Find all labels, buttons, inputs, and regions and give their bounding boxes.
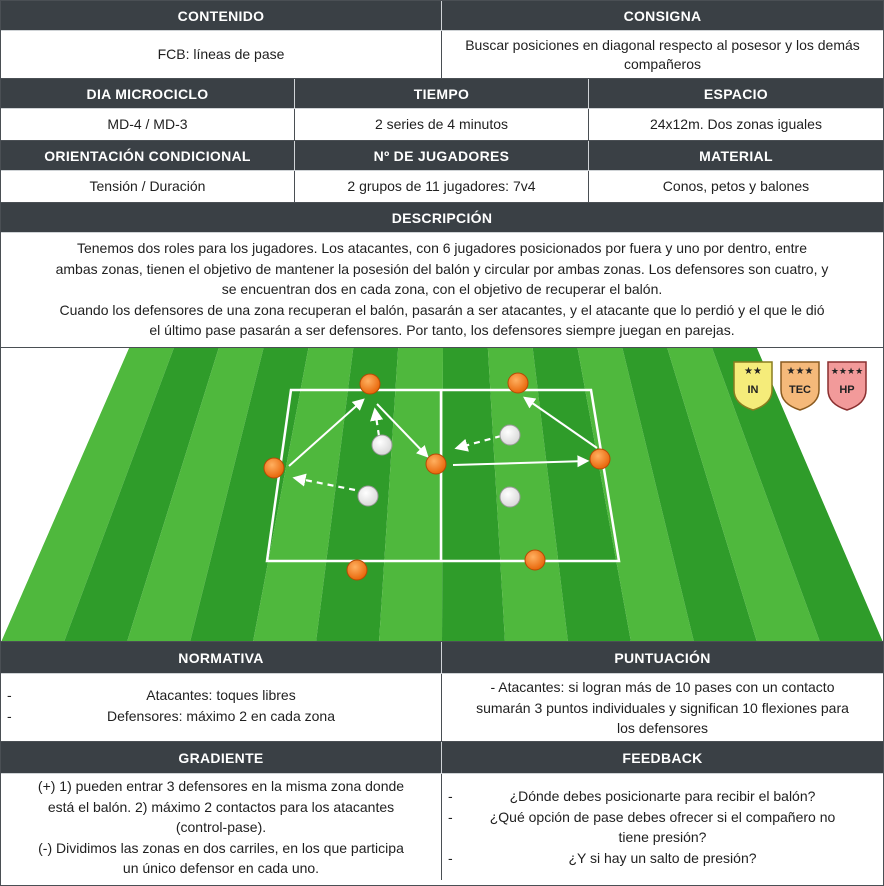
header-material: MATERIAL [589,141,883,171]
normativa-line: Defensores: máximo 2 en cada zona [106,707,335,724]
header-tiempo: TIEMPO [295,79,589,109]
intensity-badges [734,362,866,410]
gradiente-line: (+) 1) pueden entrar 3 defensores en la misma zona donde [37,778,405,794]
badge-label: HP [839,384,855,396]
normativa-item [1,707,441,726]
attacker-player [264,458,284,478]
description-line: Tenemos dos roles para los jugadores. Los atacantes, con 6 jugadores posicionados por fuera y uno por dentro, entre [76,240,807,256]
gradiente-line: (-) Dividimos las zonas en dos carriles, en los que participa [38,839,404,856]
attacker-player [347,560,367,580]
badge-label: IN [747,384,759,396]
badge-stars: ★★ [744,366,762,377]
value-jugadores: 2 grupos de 11 jugadores: 7v4 [295,171,589,203]
feedback-line: ¿Dónde debes posicionarte para recibir el balón? [509,788,816,804]
badge-in [734,362,772,410]
pitch-diagram [1,348,883,642]
header-consigna: CONSIGNA [442,1,883,31]
list-dash: - [448,849,453,866]
badge-label: TEC [789,384,811,396]
attacker-player [426,454,446,474]
header-descripcion: DESCRIPCIÓN [1,203,883,233]
list-dash: - [448,808,453,825]
description-line: el último pase pasarán a ser defensores. Por tanto, los defensores siempre juegan en parejas. [149,322,735,338]
badge-tec [781,362,819,410]
value-contenido: FCB: líneas de pase [1,31,442,79]
puntuacion-text [442,674,883,742]
normativa-line: Atacantes: toques libres [146,687,296,703]
header-espacio: ESPACIO [589,79,883,109]
header-dia-microciclo: DIA MICROCICLO [1,79,295,109]
header-orientacion: ORIENTACIÓN CONDICIONAL [1,141,295,171]
gradiente-text [1,774,442,880]
attacker-player [525,550,545,570]
header-normativa: NORMATIVA [1,642,442,674]
attacker-player [508,373,528,393]
feedback-item [442,786,883,807]
header-contenido: CONTENIDO [1,1,442,31]
description-text [1,233,883,348]
attacker-player [360,374,380,394]
value-espacio: 24x12m. Dos zonas iguales [589,109,883,141]
badge-stars: ★★★★ [830,367,864,377]
value-material: Conos, petos y balones [589,171,883,203]
puntuacion-line: sumarán 3 puntos individuales y significan 10 flexiones para [476,699,849,716]
list-dash: - [7,707,12,724]
feedback-line: ¿Y si hay un salto de presión? [568,849,757,866]
header-gradiente: GRADIENTE [1,742,442,774]
header-jugadores: Nº DE JUGADORES [295,141,589,171]
pitch-svg [1,348,883,642]
list-dash: - [7,687,12,703]
defender-player [500,425,520,445]
description-line: se encuentran dos en cada zona, con el objetivo de recuperar el balón. [221,281,663,297]
feedback-line: tiene presión? [618,829,707,845]
value-consigna: Buscar posiciones en diagonal respecto al posesor y los demás compañeros [442,31,883,79]
value-tiempo: 2 series de 4 minutos [295,109,589,141]
normativa-item [1,686,441,705]
feedback-item [442,848,883,869]
defender-player [500,487,520,507]
list-dash: - [448,788,453,804]
description-line: Cuando los defensores de una zona recuperan el balón, pasarán a ser atacantes, y el atacante que lo perdió y el que le dió [59,301,825,318]
puntuacion-line: - Atacantes: si logran más de 10 pases con un contacto [490,679,835,695]
header-puntuacion: PUNTUACIÓN [442,642,883,674]
gradiente-line: (control-pase). [175,819,267,835]
puntuacion-line: los defensores [616,720,709,736]
normativa-list [1,674,442,742]
defender-player [372,435,392,455]
value-dia-microciclo: MD-4 / MD-3 [1,109,295,141]
description-line: ambas zonas, tienen el objetivo de mantener la posesión del balón y circular por ambas zonas. Los defensores son cuatro, y [55,260,829,277]
badge-hp [828,362,866,410]
feedback-line: ¿Qué opción de pase debes ofrecer si el compañero no [489,808,836,825]
attacker-player [590,449,610,469]
gradiente-line: un único defensor en cada uno. [122,860,320,876]
feedback-item [442,807,883,848]
gradiente-line: está el balón. 2) máximo 2 contactos para los atacantes [47,798,395,815]
badge-stars: ★★★ [786,366,814,377]
header-feedback: FEEDBACK [442,742,883,774]
value-orientacion: Tensión / Duración [1,171,295,203]
feedback-list [442,774,883,880]
defender-player [358,486,378,506]
